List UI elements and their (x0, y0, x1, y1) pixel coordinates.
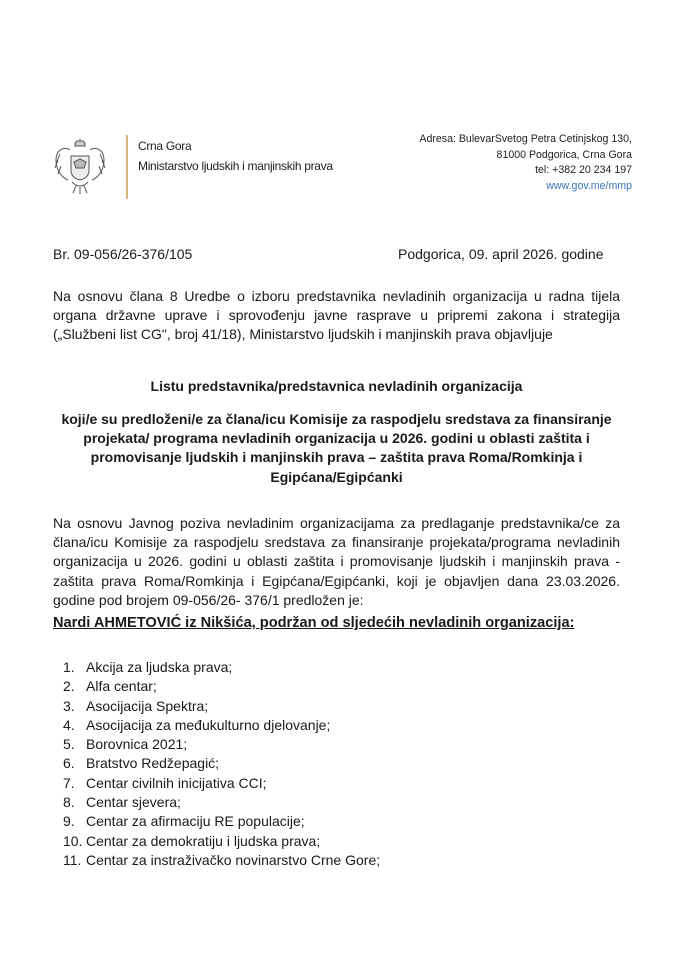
list-item (63, 754, 380, 773)
coat-of-arms-icon (52, 138, 108, 196)
list-item-label: Centar civilnih inicijativa CCI; (86, 774, 267, 791)
list-item-label: Borovnica 2021; (86, 736, 188, 753)
place-date: Podgorica, 09. april 2026. godine (398, 246, 604, 262)
list-item-number: 2. (63, 678, 75, 695)
list-item-number: 11. (63, 851, 82, 868)
list-item (63, 851, 380, 870)
address-block (419, 132, 632, 194)
intro-paragraph: Na osnovu člana 8 Uredbe o izboru predstavnika nevladinih organizacija u radna tijela organa državne uprave i sprovođenju javne rasprave u pripremi zakona i strategija („Službeni list CG", broj 41/18), Ministarstvo ljudskih i manjinskih prava objavljuje (53, 288, 620, 342)
ministry-name-block (138, 136, 333, 176)
list-item-label: Alfa centar; (86, 678, 157, 695)
letterhead (52, 132, 632, 202)
address-city: 81000 Podgorica, Crna Gora (496, 148, 632, 161)
list-item-label: Centar za instraživačko novinarstvo Crne Gore; (86, 851, 381, 868)
list-item-number: 3. (63, 697, 75, 714)
list-item (63, 774, 380, 793)
document-title: Listu predstavnika/predstavnica nevladinih organizacija (150, 378, 523, 394)
website-link[interactable]: www.gov.me/mmp (546, 179, 632, 192)
list-item (63, 658, 380, 677)
list-item-number: 5. (63, 736, 75, 753)
country-name: Crna Gora (138, 139, 192, 153)
list-item (63, 716, 380, 735)
phone-number: tel: +382 20 234 197 (535, 164, 632, 176)
nominee-heading: Nardi AHMETOVIĆ iz Nikšića, podržan od sljedećih nevladinih organizacija: (53, 615, 575, 631)
header-divider (126, 135, 128, 199)
list-item-number: 4. (63, 716, 75, 733)
reference-number: Br. 09-056/26-376/105 (53, 246, 193, 262)
list-item-number: 6. (63, 755, 75, 772)
list-item-label: Centar sjevera; (86, 794, 181, 811)
list-item (63, 697, 380, 716)
list-item-label: Asocijacija za međukulturno djelovanje; (86, 716, 331, 733)
list-item (63, 832, 380, 851)
body-paragraph: Na osnovu Javnog poziva nevladinim organizacijama za predlaganje predstavnika/ce za člana/icu Komisije za raspodjelu sredstava za finansiranje projekata/programa nevladinih organizacija u 2026. godini u oblasti zaštita i promovisanje ljudskih i manjinskih prava - zaštita prava Roma/Romkinja i Egipćana/Egipćanki, koji je objavljen dana 23.03.2026. godine pod brojem 09-056/26- 376/1 predložen je: (53, 515, 620, 608)
list-item (63, 793, 380, 812)
document-subtitle: koji/e su predloženi/e za člana/icu Komisije za raspodjelu sredstava za finansiranje projekata/ programa nevladinih organizacija u 2026. godini u oblasti zaštita i promovisanje ljudskih i manjinskih prava – zaštita prava Roma/Romkinja i Egipćana/Egipćanki (61, 411, 612, 485)
list-item-label: Centar za demokratiju i ljudska prava; (86, 832, 321, 849)
list-item (63, 735, 380, 754)
list-item-number: 1. (63, 659, 75, 675)
list-item-number: 10. (63, 832, 83, 849)
list-item-number: 7. (63, 774, 75, 791)
address-street: Adresa: BulevarSvetog Petra Cetinjskog 130, (419, 133, 632, 145)
list-item (63, 677, 380, 696)
list-item-label: Akcija za ljudska prava; (86, 659, 233, 675)
list-item-label: Asocijacija Spektra; (86, 697, 209, 714)
organization-list (63, 658, 380, 870)
list-item-label: Centar za afirmaciju RE populacije; (86, 813, 305, 830)
list-item (63, 812, 380, 831)
list-item-label: Bratstvo Redžepagić; (86, 755, 220, 772)
list-item-number: 9. (63, 813, 75, 830)
ministry-name: Ministarstvo ljudskih i manjinskih prava (138, 159, 333, 173)
list-item-number: 8. (63, 794, 75, 811)
